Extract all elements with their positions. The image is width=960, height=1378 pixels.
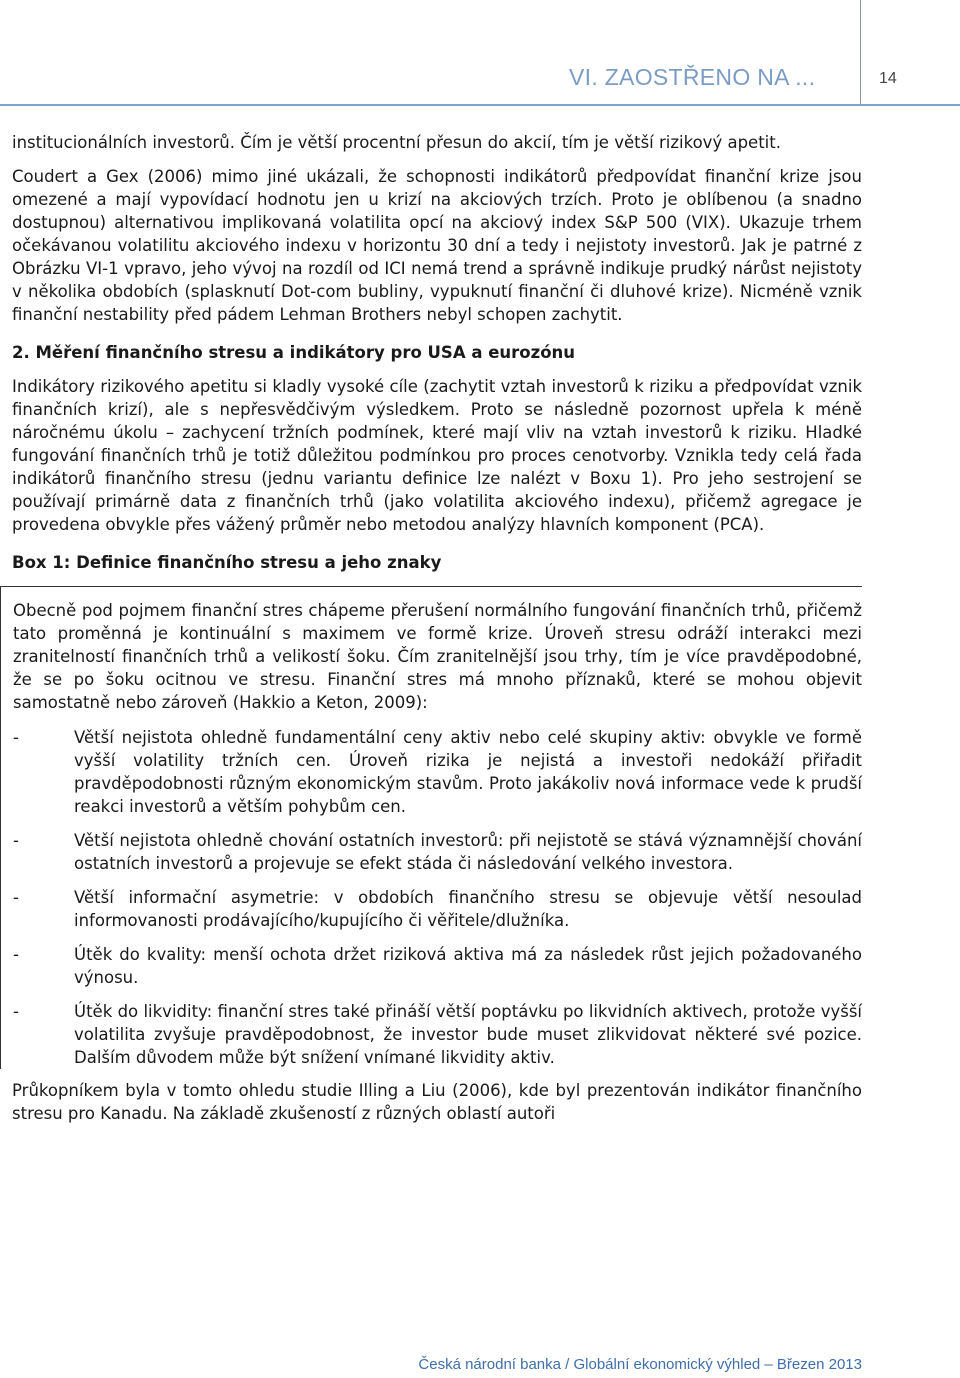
- list-item: [13, 886, 862, 932]
- bullet-dash: -: [13, 888, 19, 907]
- list-item-text: Útěk do kvality: menší ochota držet riziková aktiva má za následek růst jejich požadovaného výnosu.: [74, 945, 862, 987]
- header-divider-vertical: [860, 0, 861, 104]
- closing-paragraph: Průkopníkem byla v tomto ohledu studie Illing a Liu (2006), kde byl prezentován indikátor finančního stresu pro Kanadu. Na základě zkušeností z různých oblastí autoři: [12, 1081, 862, 1123]
- list-item: [13, 829, 862, 875]
- list-item: [13, 726, 862, 818]
- page-number: 14: [879, 70, 897, 87]
- bullet-dash: -: [13, 728, 19, 747]
- page-footer: Česká národní banka / Globální ekonomický výhled – Březen 2013: [418, 1356, 862, 1373]
- list-item: [13, 943, 862, 989]
- paragraph-2: Coudert a Gex (2006) mimo jiné ukázali, že schopnosti indikátorů předpovídat finanční krize jsou omezené a mají vypovídací hodnotu jen u krizí na akciových trzích. Proto je oblíbenou (a snadno dostupnou) alternativou implikovaná volatilita opcí na akciový index S&P 500 (VIX). Ukazuje trhem očekávanou volatilitu akciového indexu v horizontu 30 dní a tedy i nejistoty investorů. Jak je patrné z Obrázku VI-1 vpravo, jeho vývoj na rozdíl od ICI nemá trend a správně indikuje prudký nárůst nejistoty v několika obdobích (splasknutí Dot-com bubliny, vypuknutí finanční či dluhové krize). Nicméně vznik finanční nestability před pádem Lehman Brothers nebyl schopen zachytit.: [12, 167, 862, 324]
- box-intro: Obecně pod pojmem finanční stres chápeme přerušení normálního fungování finančních trhů, přičemž tato proměnná je kontinuální s maximem ve formě krize. Úroveň stresu odráží interakci mezi zranitelností finančních trhů a velikostí šoku. Čím zranitelnější jsou trhy, tím je více pravděpodobné, že se po šoku ocitnou ve stresu. Finanční stres má mnoho příznaků, které se mohou objevit samostatně nebo zároveň (Hakkio a Keton, 2009):: [13, 601, 862, 712]
- list-item-text: Větší informační asymetrie: v obdobích finančního stresu se objevuje větší nesoulad informovanosti prodávajícího/kupujícího či věřitele/dlužníka.: [74, 888, 862, 930]
- definition-box: [0, 586, 862, 1069]
- list-item-text: Útěk do likvidity: finanční stres také přináší větší poptávku po likvidních aktivech, protože vyšší volatilita zvyšuje pravděpodobnost, že investor bude muset zlikvidovat některé své pozice. Dalším důvodem může být snížení vnímané likvidity aktiv.: [74, 1002, 862, 1067]
- section-2-body: Indikátory rizikového apetitu si kladly vysoké cíle (zachytit vztah investorů k riziku a předpovídat vznik finančních krizí), ale s nepřesvědčivým výsledkem. Proto se následně pozornost upřela k méně náročnému úkolu – zachycení tržních podmínek, které mají vliv na vztah investorů k riziku. Hladké fungování finančních trhů je totiž důležitou podmínkou pro proces cenotvorby. Vznikla tedy celá řada indikátorů finančního stresu (jednu variantu definice lze nalézt v Boxu 1). Pro jeho sestrojení se používají primárně data z finančních trhů (jako volatilita akciového indexu), přičemž agregace je provedena obvykle přes vážený průměr nebo metodou analýzy hlavních komponent (PCA).: [12, 377, 862, 534]
- bullet-dash: -: [13, 831, 19, 850]
- list-item-text: Větší nejistota ohledně chování ostatních investorů: při nejistotě se stává významnější chování ostatních investorů a projevuje se efekt stáda či následování velkého investora.: [74, 831, 862, 873]
- bullet-dash: -: [13, 1002, 19, 1021]
- section-title: VI. ZAOSTŘENO NA ...: [569, 64, 816, 90]
- section-2-heading: 2. Měření finančního stresu a indikátory pro USA a eurozónu: [12, 343, 576, 362]
- box-heading: Box 1: Definice finančního stresu a jeho znaky: [12, 553, 442, 572]
- paragraph-1: institucionálních investorů. Čím je větší procentní přesun do akcií, tím je větší rizikový apetit.: [12, 133, 781, 152]
- bullet-dash: -: [13, 945, 19, 964]
- list-item-text: Větší nejistota ohledně fundamentální ceny aktiv nebo celé skupiny aktiv: obvykle ve formě vyšší volatility tržních cen. Úroveň rizika je nejistá a investoři nedokáží přiřadit pravděpodobnosti různým ekonomickým stavům. Proto jakákoliv nová informace vede k prudší reakci investorů a větším pohybům cen.: [74, 728, 862, 816]
- list-item: [13, 1000, 862, 1069]
- page-content: [12, 131, 862, 1125]
- header-rule: [0, 104, 960, 106]
- symptom-list: [13, 726, 862, 1069]
